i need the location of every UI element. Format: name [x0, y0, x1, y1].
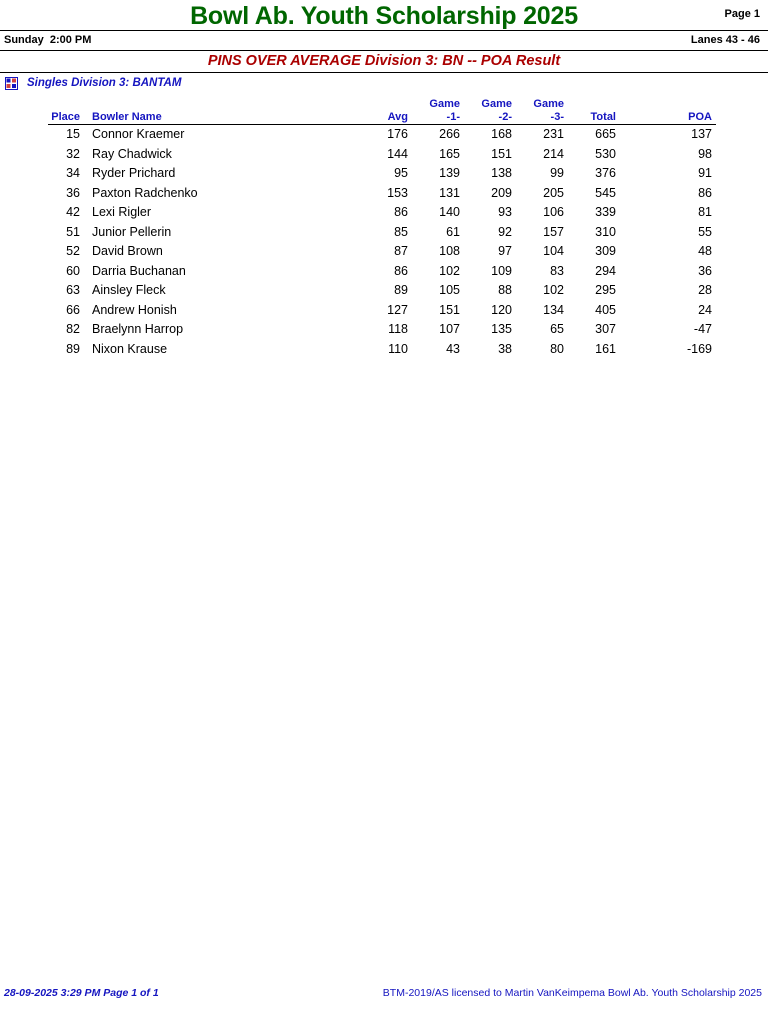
cell-total: 405 [595, 302, 616, 317]
cell-poa: 81 [698, 205, 712, 219]
cell-avg: 110 [388, 341, 408, 356]
cell-total: 310 [595, 224, 616, 239]
cell-total: 545 [595, 185, 616, 200]
cell-spacer [620, 125, 666, 145]
cell-avg: 127 [387, 302, 408, 317]
cell-game2: 93 [498, 205, 512, 219]
cell-place: 15 [66, 127, 80, 141]
header-place-top [48, 98, 86, 111]
cell-spacer [620, 262, 666, 282]
subheader-bar [0, 31, 768, 51]
cell-game1: 105 [439, 283, 460, 297]
report-title-bar [0, 51, 768, 73]
cell-total: 530 [595, 146, 616, 161]
cell-game3: 99 [550, 166, 564, 180]
cell-game2: 92 [498, 224, 512, 239]
header-place: Place [48, 111, 86, 125]
header-avg: Avg [362, 111, 412, 125]
table-row [48, 242, 716, 262]
cell-poa: 98 [698, 146, 712, 161]
cell-total: 665 [595, 127, 616, 141]
table-header-row [48, 111, 716, 125]
table-row [48, 145, 716, 165]
cell-game2: 38 [498, 341, 512, 356]
cell-bowler-name: Junior Pellerin [92, 224, 172, 239]
header-game2-top: Game [481, 98, 512, 110]
cell-game3: 106 [543, 205, 564, 219]
page-number: Page 1 [724, 8, 760, 20]
cell-game2: 97 [498, 244, 512, 258]
cell-game3: 205 [543, 185, 564, 200]
results-table [48, 98, 716, 359]
results-table-wrap [0, 98, 768, 359]
report-title: PINS OVER AVERAGE Division 3: BN -- POA Result [207, 53, 561, 69]
cell-place: 32 [66, 146, 80, 161]
header-total: Total [568, 111, 620, 125]
cell-bowler-name: Braelynn Harrop [92, 322, 184, 336]
cell-poa: 86 [698, 185, 712, 200]
cell-total: 339 [595, 205, 616, 219]
cell-game2: 88 [498, 283, 512, 297]
table-row [48, 281, 716, 301]
session-day: Sunday [4, 34, 44, 46]
cell-total: 307 [595, 322, 616, 336]
cell-poa: 91 [698, 166, 712, 180]
cell-game3: 214 [543, 146, 564, 161]
cell-spacer [620, 184, 666, 204]
session-datetime [4, 34, 91, 46]
footer-right-text: BTM-2019/AS licensed to Martin VanKeimpema Bowl Ab. Youth Scholarship 2025 [382, 987, 762, 999]
cell-poa: -169 [686, 341, 712, 356]
cell-avg: 144 [387, 146, 408, 161]
table-row [48, 320, 716, 340]
cell-place: 51 [66, 224, 80, 239]
cell-game3: 80 [550, 341, 564, 356]
cell-place: 82 [66, 322, 80, 336]
cell-place: 66 [66, 302, 80, 317]
cell-bowler-name: Paxton Radchenko [92, 185, 198, 200]
cell-poa: 48 [698, 244, 712, 258]
cell-spacer [620, 164, 666, 184]
header-name-top [86, 98, 362, 111]
cell-avg: 86 [394, 205, 408, 219]
cell-game3: 231 [543, 127, 564, 141]
cell-game1: 43 [446, 341, 460, 356]
header-avg-top [362, 98, 412, 111]
session-time: 2:00 PM [49, 34, 92, 46]
title-bar [0, 0, 768, 31]
cell-game3: 102 [543, 283, 564, 297]
page-title: Bowl Ab. Youth Scholarship 2025 [190, 2, 578, 30]
results-table-body [48, 125, 716, 360]
cell-game1: 102 [439, 263, 460, 278]
cell-poa: 137 [691, 127, 712, 141]
footer-left-text: 28-09-2025 3:29 PM Page 1 of 1 [4, 987, 159, 999]
table-row [48, 301, 716, 321]
cell-spacer [620, 301, 666, 321]
cell-game1: 266 [439, 127, 460, 141]
cell-game3: 157 [543, 224, 564, 239]
cell-game1: 131 [439, 185, 460, 200]
lanes-label: Lanes 43 - 46 [690, 34, 760, 46]
table-row [48, 125, 716, 145]
cell-place: 52 [66, 244, 80, 258]
header-game2: -2- [464, 111, 516, 125]
table-row [48, 203, 716, 223]
cell-spacer [620, 203, 666, 223]
event-label: Singles Division 3: BANTAM [27, 77, 182, 89]
table-header-top-row [48, 98, 716, 111]
cell-bowler-name: David Brown [92, 244, 163, 258]
cell-game3: 83 [550, 263, 564, 278]
header-game3-top: Game [533, 98, 564, 110]
cell-spacer [620, 242, 666, 262]
cell-avg: 176 [387, 127, 408, 141]
cell-poa: 36 [698, 263, 712, 278]
cell-place: 60 [66, 263, 80, 278]
cell-game1: 151 [439, 302, 460, 317]
cell-game1: 165 [439, 146, 460, 161]
bowling-squad-icon [5, 77, 18, 90]
table-row [48, 262, 716, 282]
cell-place: 34 [66, 166, 80, 180]
cell-bowler-name: Ray Chadwick [92, 146, 172, 161]
cell-avg: 89 [394, 283, 408, 297]
cell-total: 376 [595, 166, 616, 180]
cell-poa: 24 [698, 302, 712, 317]
cell-total: 161 [595, 341, 616, 356]
cell-avg: 85 [394, 224, 408, 239]
cell-game2: 209 [491, 185, 512, 200]
cell-bowler-name: Darria Buchanan [92, 263, 186, 278]
header-bowler-name: Bowler Name [86, 111, 362, 125]
cell-bowler-name: Ryder Prichard [92, 166, 176, 180]
header-game1-top: Game [429, 98, 460, 110]
cell-poa: 28 [698, 283, 712, 297]
cell-game2: 168 [491, 127, 512, 141]
cell-bowler-name: Ainsley Fleck [92, 283, 166, 297]
cell-bowler-name: Connor Kraemer [92, 127, 185, 141]
header-poa: POA [666, 111, 716, 125]
cell-game2: 120 [491, 302, 512, 317]
cell-game1: 107 [439, 322, 460, 336]
table-row [48, 184, 716, 204]
cell-spacer [620, 223, 666, 243]
page-footer [0, 987, 768, 1003]
cell-bowler-name: Andrew Honish [92, 302, 177, 317]
table-row [48, 340, 716, 360]
cell-place: 36 [66, 185, 80, 200]
cell-avg: 87 [394, 244, 408, 258]
cell-avg: 153 [387, 185, 408, 200]
cell-total: 309 [595, 244, 616, 258]
cell-game1: 108 [439, 244, 460, 258]
cell-bowler-name: Nixon Krause [92, 341, 168, 356]
cell-spacer [620, 320, 666, 340]
table-row [48, 164, 716, 184]
cell-poa: -47 [693, 322, 712, 336]
cell-avg: 86 [394, 263, 408, 278]
cell-spacer [620, 281, 666, 301]
cell-total: 294 [595, 263, 616, 278]
cell-avg: 95 [394, 166, 408, 180]
cell-game3: 65 [550, 322, 564, 336]
cell-game3: 134 [543, 302, 564, 317]
cell-place: 63 [66, 283, 80, 297]
cell-place: 42 [66, 205, 80, 219]
header-poa-top [666, 98, 716, 111]
cell-place: 89 [66, 341, 80, 356]
cell-game2: 135 [491, 322, 512, 336]
results-table-head [48, 98, 716, 125]
header-game1: -1- [412, 111, 464, 125]
cell-game1: 139 [439, 166, 460, 180]
cell-spacer [620, 145, 666, 165]
cell-bowler-name: Lexi Rigler [92, 205, 152, 219]
cell-spacer [620, 340, 666, 360]
cell-game2: 151 [491, 146, 512, 161]
cell-game1: 61 [446, 224, 460, 239]
event-line [0, 76, 768, 94]
cell-total: 295 [595, 283, 616, 297]
cell-avg: 118 [388, 322, 408, 336]
table-row [48, 223, 716, 243]
cell-poa: 55 [698, 224, 712, 239]
cell-game3: 104 [543, 244, 564, 258]
header-total-top [568, 98, 620, 111]
cell-game2: 138 [491, 166, 512, 180]
cell-game1: 140 [439, 205, 460, 219]
header-spacer [620, 111, 666, 125]
header-game3: -3- [516, 111, 568, 125]
header-spacer-top [620, 98, 666, 111]
cell-game2: 109 [491, 263, 512, 278]
